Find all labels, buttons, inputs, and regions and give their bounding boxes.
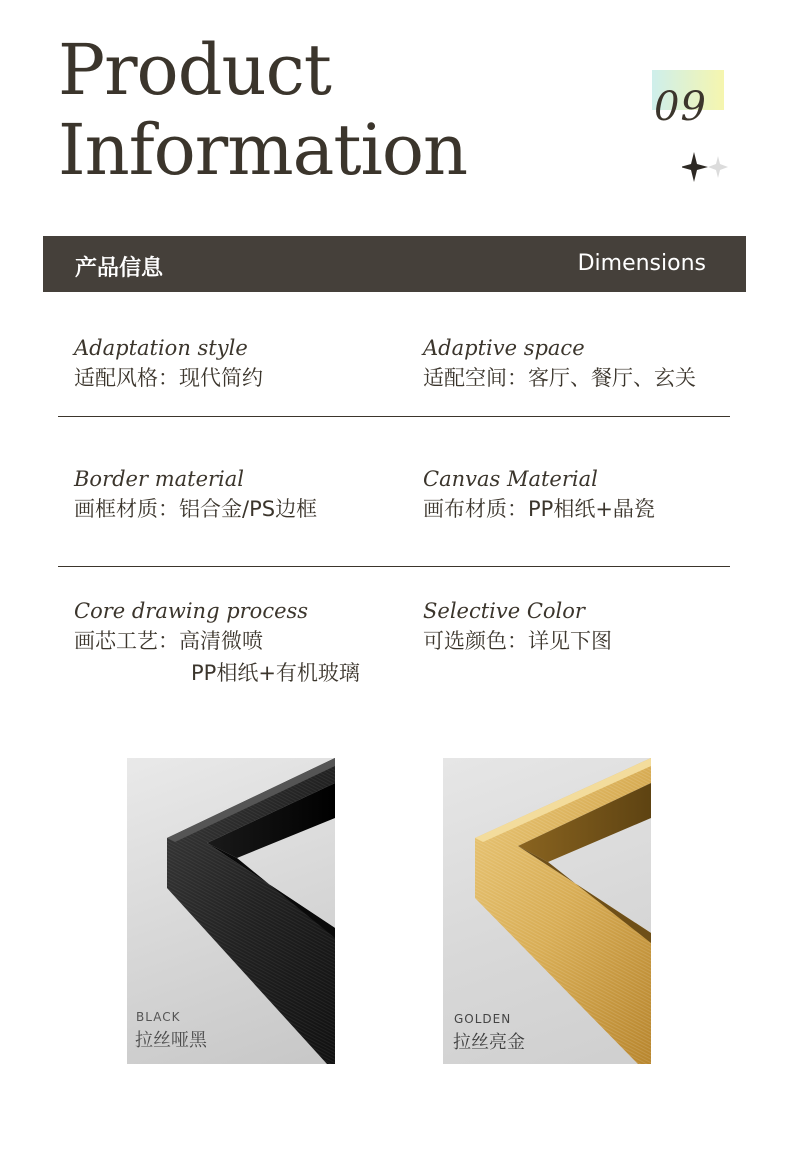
color-label-en: GOLDEN (454, 1012, 512, 1026)
color-label-en: BLACK (136, 1010, 181, 1024)
spec-value-cn: 适配风格：现代简约 (74, 366, 263, 390)
color-label-cn: 拉丝哑黑 (135, 1030, 207, 1051)
color-swatch-black (127, 758, 335, 1064)
spec-value-cn: 画框材质：铝合金/PS边框 (74, 497, 318, 521)
spec-value-cn-line2: PP相纸+有机玻璃 (191, 661, 360, 685)
spec-canvas-material (423, 465, 655, 525)
spec-value-cn: 可选颜色：详见下图 (423, 629, 612, 653)
section-header-bar (43, 236, 746, 292)
section-label-en: Dimensions (577, 251, 706, 276)
page-title (58, 30, 467, 190)
spec-label-en: Selective Color (423, 599, 585, 623)
title-line-2: Information (58, 109, 468, 191)
color-label-cn: 拉丝亮金 (453, 1032, 525, 1053)
page-number: 09 (654, 84, 707, 130)
spec-value-cn: 画布材质：PP相纸+晶瓷 (423, 497, 655, 521)
spec-adaptive-space (423, 334, 696, 394)
spec-border-material (74, 465, 317, 525)
color-swatch-golden (443, 758, 651, 1064)
divider (58, 416, 730, 417)
spec-label-en: Border material (74, 467, 244, 491)
spec-core-drawing-process (74, 597, 360, 689)
divider (58, 566, 730, 567)
sparkle-icon (682, 150, 732, 184)
section-label-cn: 产品信息 (75, 256, 164, 281)
title-line-1: Product (58, 29, 331, 111)
spec-label-en: Core drawing process (74, 599, 309, 623)
spec-value-cn: 画芯工艺：高清微喷 (74, 629, 263, 653)
spec-adaptation-style (74, 334, 263, 394)
spec-value-cn: 适配空间：客厅、餐厅、玄关 (423, 366, 696, 390)
page-number-badge (648, 70, 726, 132)
spec-label-en: Canvas Material (423, 467, 598, 491)
spec-label-en: Adaptive space (423, 336, 585, 360)
spec-label-en: Adaptation style (74, 336, 248, 360)
spec-selective-color (423, 597, 612, 657)
